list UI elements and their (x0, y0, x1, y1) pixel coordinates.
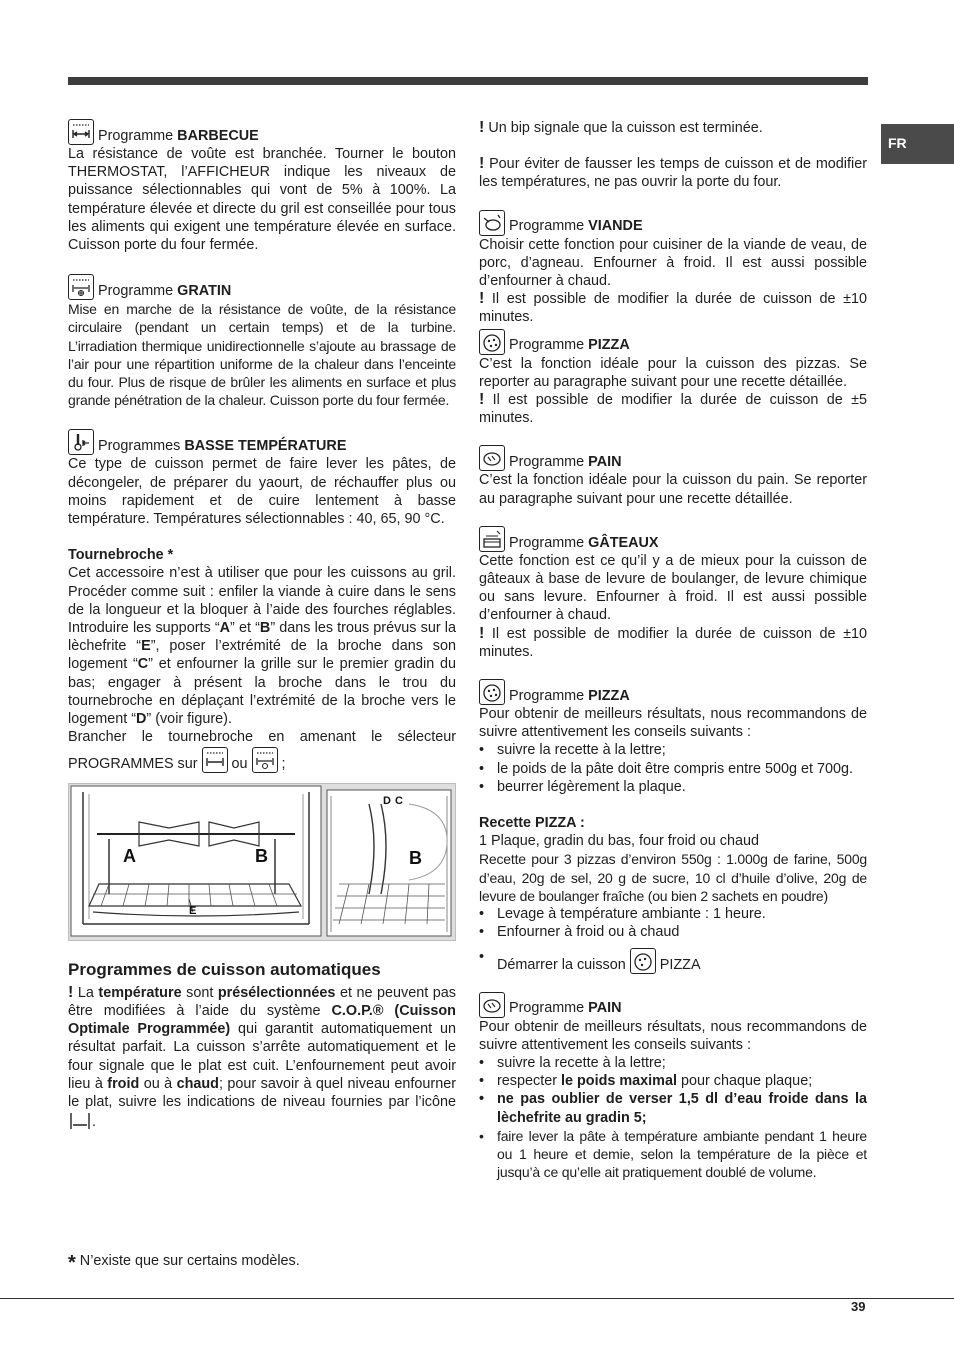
gratin-text: Mise en marche de la résistance de voûte, de la résistance circulaire (pendant un certain temps) et de la turbine. L’irradiation thermique unidirectionnelle s’ajoute au brassage de l’air pour une répartition uniforme de la chaleur dans l’enceinte du four. Plus de risque de brûler les aliments en surface et plus grande pénétration de la chaleur. Cuisson porte du four fermée. (68, 301, 456, 409)
gratin-icon (252, 747, 278, 773)
text-run: et ne peuvent pas être modifiées à l’aide du système (68, 984, 456, 1019)
viande-note (479, 290, 867, 326)
list-item: • le poids de la pâte doit être compris entre 500g et 700g. (479, 760, 867, 778)
label-a: A (219, 620, 231, 637)
text-run: PIZZA (659, 956, 701, 973)
barbecue-heading (68, 119, 456, 145)
text-run: PROGRAMMES sur (68, 756, 198, 773)
text-run: ou à (139, 1075, 177, 1092)
footnote-text: N’existe que sur certains modèles. (75, 1253, 300, 1269)
text-run: Il est possible de modifier la durée de cuisson de ±10 minutes. (479, 291, 867, 326)
tournebroche-title: Tournebroche * (68, 547, 174, 564)
barbecue-icon (202, 747, 228, 773)
auto-programs-heading: Programmes de cuisson automatiques (68, 960, 381, 980)
text-run: ” et enfourner la grille sur le premier gradin du bas; engager à présent la broche dans le trou du tournebroche en déplaçant l’extrémité de la broche vers le logement “ (68, 656, 456, 728)
section-title: VIANDE (588, 218, 643, 235)
text-run: La (73, 984, 99, 1001)
basse-temperature-heading (68, 429, 456, 455)
figure-label-c: C (395, 795, 403, 808)
section-prefix: Programme (509, 454, 585, 471)
warning-mark: ! (479, 624, 485, 642)
gateaux-note (479, 625, 867, 661)
text-run: chaud (176, 1075, 219, 1092)
pizza-icon (630, 948, 656, 974)
pain-2-heading (479, 992, 867, 1018)
pain-heading (479, 445, 867, 471)
cake-icon (479, 526, 505, 552)
barbecue-text: La résistance de voûte est branchée. Tourner le bouton THERMOSTAT, l’AFFICHEUR indique les niveaux de puissance sélectionnables qui vont de 5% à 100%. La température élevée et directe du gril est conseillée pour tous les aliments qui exigent une température élevée en surface. Cuisson porte du four fermée. (68, 146, 456, 254)
text-run: C.O.P.® (Cuisson Optimale Programmée) (68, 1002, 456, 1038)
text-run: Il est possible de modifier la durée de cuisson de ±10 minutes. (479, 625, 867, 660)
gateaux-heading (479, 526, 867, 552)
text-run: ; (281, 756, 286, 773)
page-number: 39 (851, 1299, 866, 1314)
text-run: le poids maximal (561, 1073, 677, 1090)
viande-heading (479, 210, 867, 236)
warning-mark: ! (479, 119, 485, 136)
text-run: Un bip signale que la cuisson est terminée. (484, 120, 763, 136)
gratin-heading (68, 274, 456, 300)
section-title: GÂTEAUX (588, 534, 659, 551)
pain-text: C’est la fonction idéale pour la cuisson du pain. Se reporter au paragraphe suivant pour une recette détaillée. (479, 472, 867, 507)
gratin-icon (68, 274, 94, 300)
warning-mark: ! (479, 290, 485, 308)
viande-text: Choisir cette fonction pour cuisiner de la viande de veau, de porc, d’agneau. Enfourner à froid. Il est aussi possible d’enfourner à chaud. (479, 236, 867, 290)
pizza-tips-list (479, 741, 867, 796)
text-run: froid (107, 1075, 140, 1092)
rotisserie-figure (68, 783, 456, 941)
pizza-2-heading (479, 679, 867, 705)
pizza-2-text: Pour obtenir de meilleurs résultats, nous recommandons de suivre attentivement les conseils suivants : (479, 706, 867, 741)
footnote (68, 1252, 300, 1272)
text-run: température (98, 984, 182, 1001)
programmes-line (68, 747, 456, 773)
text-run: ” (voir figure). (146, 711, 232, 728)
section-title: PAIN (588, 1000, 622, 1017)
recipe-title: Recette PIZZA : (479, 815, 585, 832)
label-c: C (137, 656, 149, 673)
text-run: ” et “ (230, 620, 260, 637)
text-run: présélectionnées (217, 984, 336, 1001)
text-run: ” dans les trous prévus sur la lèchefrite “ (68, 620, 456, 655)
figure-label-b: B (255, 846, 268, 867)
section-title: BARBECUE (177, 127, 259, 144)
section-prefix: Programme (509, 1000, 585, 1017)
pizza-heading (479, 329, 867, 355)
label-e: E (141, 638, 151, 655)
list-item: • beurrer légèrement la plaque. (479, 778, 867, 796)
list-item: • ne pas oublier de verser 1,5 dl d’eau froide dans la lèchefrite au gradin 5; (479, 1090, 867, 1126)
language-tab-label: FR (888, 135, 907, 151)
section-prefix: Programme (509, 337, 585, 354)
figure-label-d: D (383, 795, 391, 808)
label-d: D (136, 711, 147, 728)
text-run: qui garantit automatiquement un résultat parfait. La cuisson s’arrête automatiquement et le four signale que le plat est cuit. L’enfournement peut avoir lieu à (68, 1021, 456, 1092)
footnote-star: * (68, 1252, 76, 1274)
recipe-steps-list (479, 905, 867, 973)
right-column (479, 119, 867, 1181)
section-prefix: Programmes (98, 438, 181, 455)
text-run: pour chaque plaque; (676, 1073, 813, 1090)
recipe-line-2: Recette pour 3 pizzas d’environ 550g : 1.000g de farine, 500g d’eau, 20g de sel, 20 g de sucre, 10 cl d’huile d’olive, 20g de levure de boulanger fraîche (ou bien 2 sachets en poudre) (479, 851, 867, 904)
language-tab (881, 124, 954, 164)
section-prefix: Programme (509, 687, 585, 704)
auto-programs-text (68, 984, 456, 1131)
gateaux-text: Cette fonction est ce qu’il y a de mieux pour la cuisson de gâteaux à base de levure de boulanger, de levure chimique ou sans levure. Enfourner à froid. Il est aussi possible d’enfourner à chaud. (479, 552, 867, 624)
warning-mark: ! (479, 155, 485, 173)
pizza-icon (479, 329, 505, 355)
bread-icon (479, 445, 505, 471)
thermometer-icon (68, 429, 94, 455)
warning-mark: ! (68, 983, 74, 1001)
figure-label-a: A (123, 846, 136, 867)
rotisserie-diagram (69, 784, 455, 940)
text-run: Cet accessoire n’est à utiliser que pour les cuissons au gril. Procéder comme suit : enfiler la viande à cuire dans le sens de la longueur et la bloquer à l’aide des fourches réglables. Introduire les supports “ (68, 565, 456, 637)
section-title: PIZZA (588, 687, 630, 704)
list-item: • suivre la recette à la lettre; (479, 1054, 867, 1072)
door-note (479, 155, 867, 191)
basse-temperature-text: Ce type de cuisson permet de faire lever les pâtes, de décongeler, de préparer du yaourt, de réchauffer plus ou moins rapidement et de cuire lentement à basse température. Températures sélectionnables : 40, 65, 90 °C. (68, 456, 456, 528)
text-run: Pour éviter de fausser les temps de cuisson et de modifier les températures, ne pas ouvrir la porte du four. (479, 156, 867, 191)
text-run: sont (181, 984, 218, 1001)
text-run: ”, poser l’extrémité de la broche dans son logement “ (68, 638, 456, 673)
text-run: respecter (497, 1073, 561, 1090)
pizza-icon (479, 679, 505, 705)
section-prefix: Programme (98, 127, 174, 144)
pizza-text: C’est la fonction idéale pour la cuisson des pizzas. Se reporter au paragraphe suivant pour une recette détaillée. (479, 355, 867, 390)
header-bar (68, 77, 868, 85)
label-b: B (259, 620, 271, 637)
figure-label-e: E (189, 905, 197, 918)
pain-2-text: Pour obtenir de meilleurs résultats, nous recommandons de suivre attentivement les conseils suivants : (479, 1018, 867, 1053)
pain-tips-list (479, 1054, 867, 1181)
list-item (479, 948, 867, 974)
text-run: ou (231, 756, 248, 773)
list-item (479, 1072, 867, 1090)
list-item: • suivre la recette à la lettre; (479, 741, 867, 759)
tournebroche-text (68, 564, 456, 728)
meat-icon (479, 210, 505, 236)
text-run: Il est possible de modifier la durée de cuisson de ±5 minutes. (479, 392, 867, 427)
tournebroche-connect-text: Brancher le tournebroche en amenant le sélecteur (68, 729, 456, 746)
section-title: PAIN (588, 454, 622, 471)
pizza-note (479, 391, 867, 427)
text-run: . (92, 1113, 96, 1130)
text-run: ; pour savoir à quel niveau enfourner le plat, suivre les indications de niveau fournies par l’icône (68, 1075, 456, 1110)
list-item: • Enfourner à froid ou à chaud (479, 923, 867, 941)
section-title: GRATIN (177, 283, 232, 300)
left-column (68, 119, 456, 1131)
section-prefix: Programme (509, 534, 585, 551)
text-run: Démarrer la cuisson (497, 956, 626, 973)
section-title: PIZZA (588, 337, 630, 354)
list-item: • Levage à température ambiante : 1 heure. (479, 905, 867, 923)
section-prefix: Programme (98, 283, 174, 300)
bread-icon (479, 992, 505, 1018)
barbecue-icon (68, 119, 94, 145)
bip-note (479, 119, 867, 137)
list-item: • faire lever la pâte à température ambiante pendant 1 heure ou 1 heure et demie, selon la température de la pièce et jusqu’à ce qu’elle ait pratiquement doublé de volume. (479, 1127, 867, 1182)
footer-rule (0, 1298, 954, 1299)
recipe-line-1: 1 Plaque, gradin du bas, four froid ou chaud (479, 833, 760, 850)
shelf-level-icon (68, 1111, 92, 1131)
section-title: BASSE TEMPÉRATURE (184, 438, 347, 455)
warning-mark: ! (479, 391, 485, 409)
section-prefix: Programme (509, 218, 585, 235)
figure-label-b2: B (409, 848, 422, 869)
